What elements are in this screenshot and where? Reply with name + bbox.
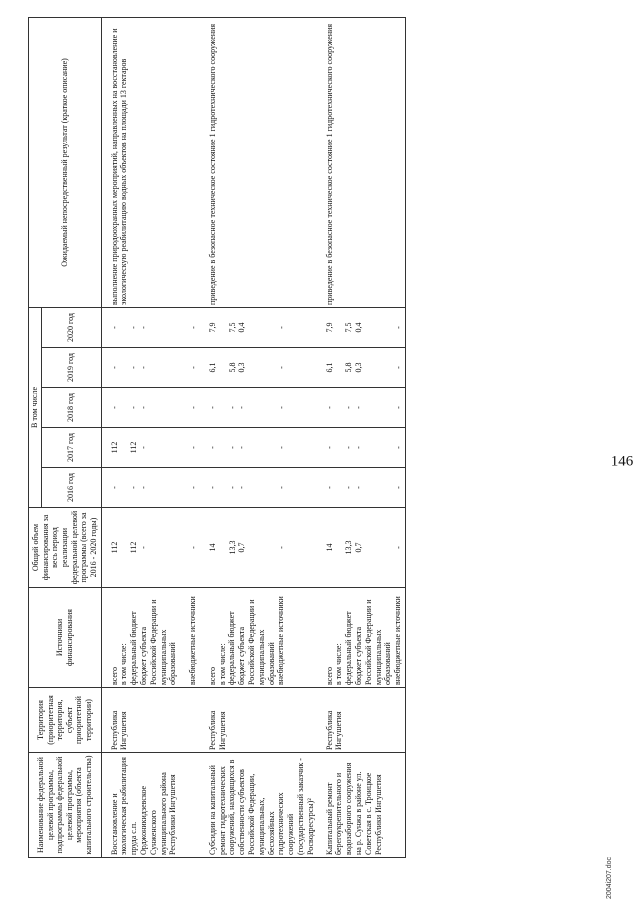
row-result: приведение в безопасное техническое состояние 1 гидротехнического сооружения xyxy=(317,17,406,307)
row-territory: Республика Ингушетия xyxy=(200,688,317,753)
header-including: В том числе xyxy=(29,307,42,507)
row-name: Капитальный ремонт берегоукрепительного и водозаборного сооружения на р. Сунжа в районе ул. Советская в с. Троицкое Республики Ингушетия xyxy=(317,753,406,858)
row-values-2019: 6,1 5,8 0,3 - xyxy=(200,348,317,388)
row-values-2017: - - - - xyxy=(317,428,406,468)
program-table xyxy=(28,17,406,858)
row-values-total: 112 112 - - xyxy=(101,508,200,588)
row-values-2018: - - - - xyxy=(200,388,317,428)
header-name: Наименование федеральной целевой программы, подпрограммы федеральной целевой программы, мероприятия (объекта капитального строительства) xyxy=(29,753,102,858)
header-year-2019: 2019 год xyxy=(41,348,101,388)
page-number: 146 xyxy=(610,453,634,470)
table-row xyxy=(101,17,200,857)
row-values-2016: - - - - xyxy=(317,468,406,508)
header-sources: Источники финансирования xyxy=(29,588,102,688)
row-sources: всего в том числе: федеральный бюджет бюджет субъекта Российской Федерации и муниципальных образований внебюджетные источники xyxy=(101,588,200,688)
row-values-2018: - - - - xyxy=(101,388,200,428)
row-values-2020: 7,9 7,5 0,4 - xyxy=(200,307,317,347)
row-sources: всего в том числе: федеральный бюджет бюджет субъекта Российской Федерации и муниципальных образований внебюджетные источники xyxy=(317,588,406,688)
footer-filename: 2004i207.doc xyxy=(606,856,613,899)
row-territory: Республика Ингушетия xyxy=(317,688,406,753)
row-result: приведение в безопасное техническое состояние 1 гидротехнического сооружения xyxy=(200,17,317,307)
row-territory: Республика Ингушетия xyxy=(101,688,200,753)
table-row xyxy=(200,17,317,857)
header-year-2016: 2016 год xyxy=(41,468,101,508)
row-values-total: 14 13,3 0,7 - xyxy=(317,508,406,588)
row-values-2016: - - - - xyxy=(101,468,200,508)
row-values-2020: 7,9 7,5 0,4 - xyxy=(317,307,406,347)
row-sources: всего в том числе: федеральный бюджет бюджет субъекта Российской Федерации и муниципальных образований внебюджетные источники xyxy=(200,588,317,688)
header-year-2020: 2020 год xyxy=(41,307,101,347)
row-name: Восстановление и экологическая реабилитация пруда с.п. Орджоникидзевское Сунженского муниципального района Республики Ингушетия xyxy=(101,753,200,858)
table-row xyxy=(317,17,406,857)
header-year-2018: 2018 год xyxy=(41,388,101,428)
row-values-2017: - - - - xyxy=(200,428,317,468)
header-territory: Территория (приоритетная территория, субъект приоритетной территории) xyxy=(29,688,102,753)
header-year-2017: 2017 год xyxy=(41,428,101,468)
row-values-2018: - - - - xyxy=(317,388,406,428)
row-values-2019: 6,1 5,8 0,3 - xyxy=(317,348,406,388)
row-name: Субсидии на капитальный ремонт гидротехнических сооружений, находящихся в собственности субъектов Российской Федерации, муниципальных, бесхозяйных гидротехнических сооружений (государственный заказчик - Росводресурсы)² xyxy=(200,753,317,858)
row-values-total: 14 13,3 0,7 - xyxy=(200,508,317,588)
row-values-2019: - - - - xyxy=(101,348,200,388)
row-result: выполнение природоохранных мероприятий, направленных на восстановление и экологическую реабилитацию водных объектов на площади 13 гектаров xyxy=(101,17,200,307)
row-values-2016: - - - - xyxy=(200,468,317,508)
header-result: Ожидаемый непосредственный результат (краткое описание) xyxy=(29,17,102,307)
row-values-2020: - - - - xyxy=(101,307,200,347)
row-values-2017: 112 112 - - xyxy=(101,428,200,468)
header-total: Общий объем финансирования за весь период реализации федеральной целевой программы (всего за 2016 - 2020 годы) xyxy=(29,508,102,588)
